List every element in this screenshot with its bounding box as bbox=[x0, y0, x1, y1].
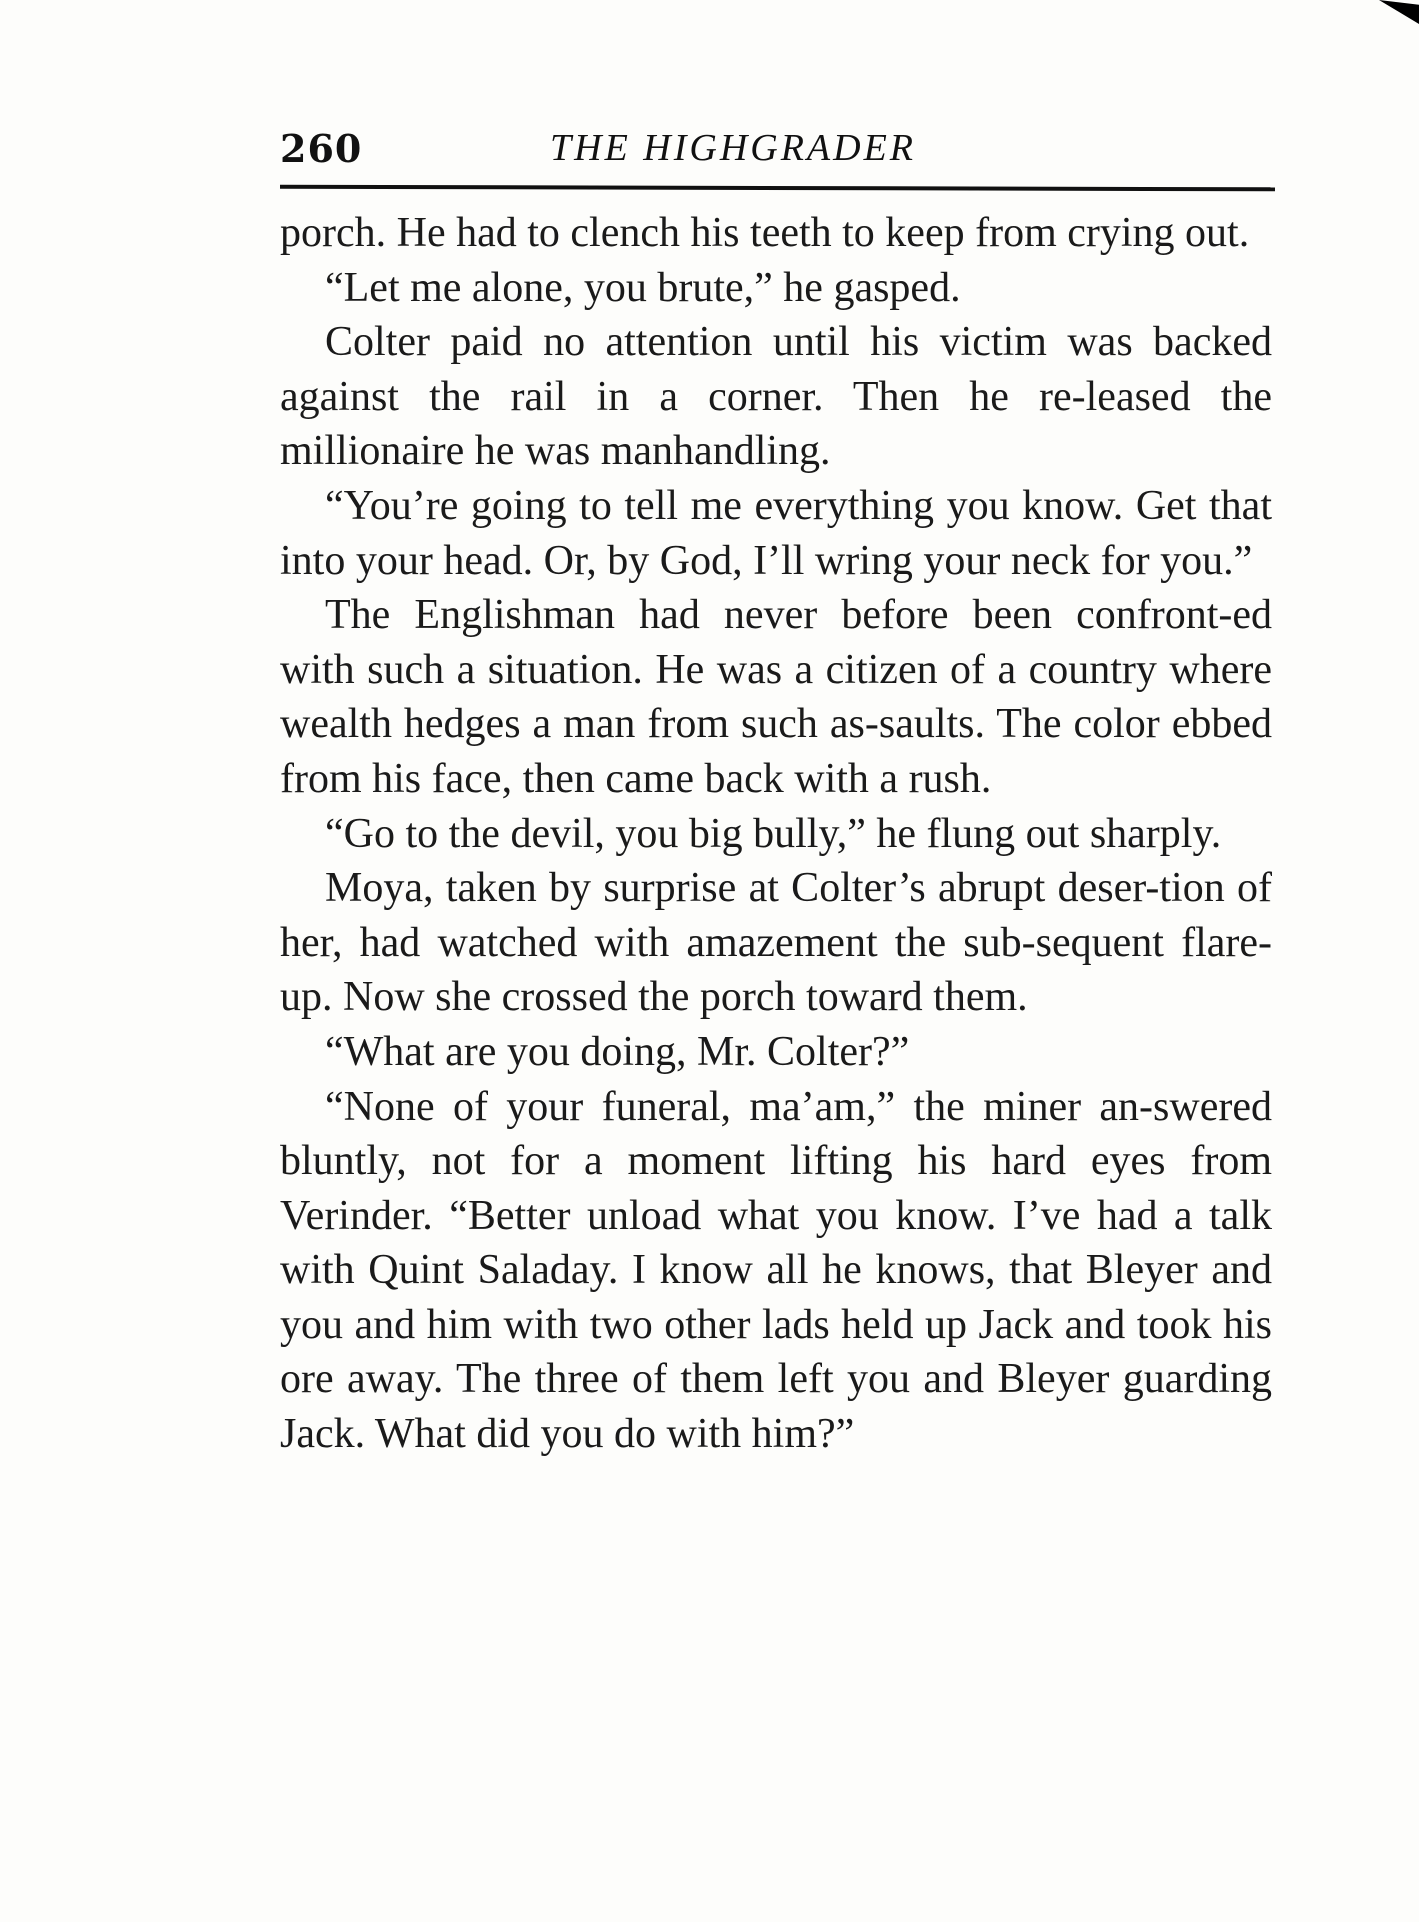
paragraph: “What are you doing, Mr. Colter?” bbox=[325, 1028, 910, 1075]
paragraph: “You’re going to tell me everything you know. Get that into your head. Or, by God, I’ll wring your neck for you.” bbox=[280, 482, 1272, 584]
scan-corner-mark bbox=[1379, 0, 1419, 24]
page-number: 260 bbox=[280, 126, 363, 171]
paragraph: Colter paid no attention until his victim was backed against the rail in a corner. Then he re-leased the millionaire he was manhandling. bbox=[280, 319, 1272, 475]
running-title: THE HIGHGRADER bbox=[550, 127, 917, 169]
paragraph: porch. He had to clench his teeth to keep from crying out. bbox=[280, 210, 1250, 256]
header-rule bbox=[280, 185, 1275, 192]
paragraph: Moya, taken by surprise at Colter’s abrupt deser-tion of her, had watched with amazement the sub-sequent flare-up. Now she crossed the porch toward them. bbox=[280, 865, 1272, 1021]
paragraph: The Englishman had never before been confront-ed with such a situation. He was a citizen of a country where wealth hedges a man from such as-saults. The color ebbed from his face, then came back with a rush. bbox=[280, 592, 1272, 802]
paragraph: “Let me alone, you brute,” he gasped. bbox=[325, 264, 961, 311]
paragraph: “Go to the devil, you big bully,” he flung out sharply. bbox=[325, 810, 1222, 857]
paragraph: “None of your funeral, ma’am,” the miner an-swered bluntly, not for a moment lifting his hard eyes from Verinder. “Better unload what you know. I’ve had a talk with Quint Saladay. I know all he knows, that Bleyer and you and him with two other lads held up Jack and took his ore away. The three of them left you and Bleyer guarding Jack. What did you do with him?” bbox=[280, 1083, 1272, 1458]
body-text bbox=[280, 206, 1272, 1462]
page-header bbox=[280, 122, 1272, 184]
